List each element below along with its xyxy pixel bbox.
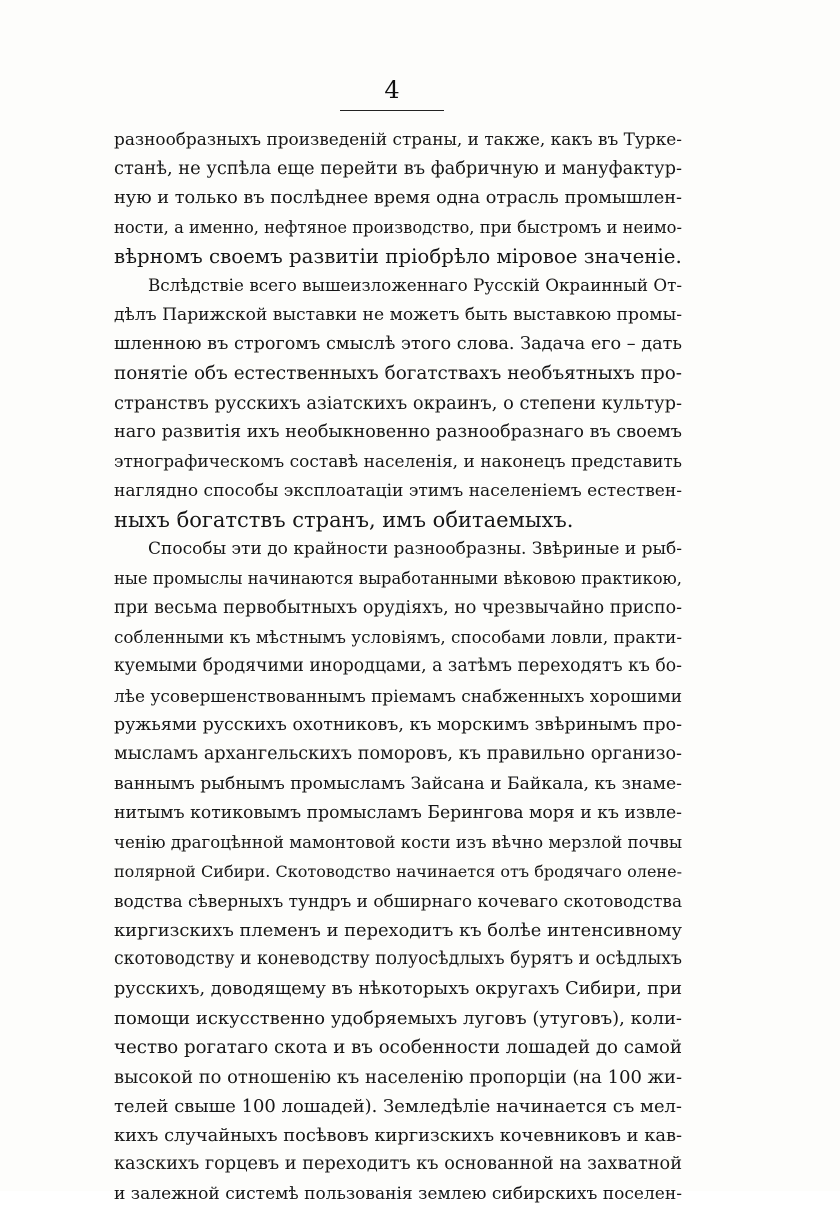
text-line: полярной Сибири. Скотоводство начинается отъ бродячаго олене- [114,862,682,882]
text-line: разнообразныхъ произведеній страны, и также, какъ въ Турке- [114,129,682,149]
text-line: ныхъ богатствъ странъ, имъ обитаемыхъ. [114,507,574,532]
text-line: при весьма первобытныхъ орудіяхъ, но чрезвычайно приспо- [114,597,682,618]
text-line: ваннымъ рыбнымъ промысламъ Зайсана и Байкала, къ знаме- [114,773,682,794]
text-line: Способы эти до крайности разнообразны. Звѣриные и рыб- [148,539,682,560]
text-line: дѣлъ Парижской выставки не можетъ быть выставкою промы- [114,304,682,325]
text-line: собленными къ мѣстнымъ условіямъ, способами ловли, практи- [114,627,682,648]
text-line: куемыми бродячими инородцами, а затѣмъ переходятъ къ бо- [114,656,682,677]
text-line: чество рогатаго скота и въ особенности лошадей до самой [114,1037,682,1059]
text-line: нитымъ котиковымъ промысламъ Берингова моря и къ извле- [114,802,682,823]
text-line: ные промыслы начинаются выработанными вѣковою практикою, [114,569,682,589]
text-line: водства сѣверныхъ тундръ и обширнаго кочеваго скотоводства [114,890,683,911]
page-header [340,76,444,111]
text-line: ружьями русскихъ охотниковъ, къ морскимъ звѣринымъ про- [114,714,682,735]
text-line: вѣрномъ своемъ развитіи пріобрѣло міровое значеніе. [114,245,682,269]
page-number: 4 [384,76,400,104]
text-line: помощи искусственно удобряемыхъ луговъ (утуговъ), коли- [114,1007,682,1029]
text-line: ную и только въ послѣднее время одна отрасль промышлен- [114,187,682,208]
body-text [114,125,682,1209]
text-line: лѣе усовершенствованнымъ пріемамъ снабженныхъ хорошими [114,685,683,706]
text-line: русскихъ, доводящему въ нѣкоторыхъ округахъ Сибири, при [114,978,682,999]
text-line: ченію драгоцѣнной мамонтовой кости изъ вѣчно мерзлой почвы [114,833,683,853]
text-line: высокой по отношенію къ населенію пропорціи (на 100 жи- [114,1066,682,1088]
text-line: понятіе объ естественныхъ богатствахъ необъятныхъ про- [114,363,682,385]
text-line: шленною въ строгомъ смыслѣ этого слова. Задача его – дать [114,334,682,355]
text-line: Вслѣдствіе всего вышеизложеннаго Русскій Окраинный От- [148,275,682,296]
header-rule [340,110,444,111]
text-line: киргизскихъ племенъ и переходитъ къ болѣе интенсивному [114,920,682,942]
text-line: казскихъ горцевъ и переходитъ къ основанной на захватной [114,1154,682,1175]
text-line: этнографическомъ составѣ населенія, и наконецъ представить [114,451,682,472]
text-line: странствъ русскихъ азіатскихъ окраинъ, о степени культур- [114,392,682,414]
text-line: ности, а именно, нефтяное производство, при быстромъ и неимо- [114,217,682,237]
text-line: мысламъ архангельскихъ поморовъ, къ правильно организо- [114,744,682,765]
text-line: станѣ, не успѣла еще перейти въ фабричную и мануфактур- [114,158,682,180]
text-line: наго развитія ихъ необыкновенно разнообразнаго въ своемъ [114,421,682,442]
text-line: кихъ случайныхъ посѣвовъ киргизскихъ кочевниковъ и кав- [114,1125,682,1147]
text-line: и залежной системѣ пользованія землею сибирскихъ поселен- [114,1183,682,1204]
text-line: наглядно способы эксплоатаціи этимъ населеніемъ естествен- [114,480,682,501]
text-line: скотоводству и коневодству полуосѣдлыхъ бурятъ и осѣдлыхъ [114,949,682,970]
text-line: телей свыше 100 лошадей). Земледѣліе начинается съ мел- [114,1095,682,1117]
